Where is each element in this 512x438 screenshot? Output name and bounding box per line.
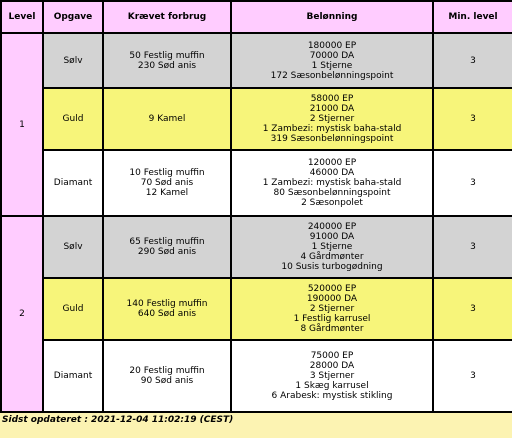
required-cell xyxy=(103,278,231,340)
reward-cell xyxy=(231,340,433,412)
required-cell-line: 290 Sød anis xyxy=(137,247,197,257)
task-cell: Diamant xyxy=(43,340,103,412)
reward-cell xyxy=(231,150,433,216)
reward-cell-line: 4 Gårdmønter xyxy=(300,252,364,262)
reward-cell-line: 1 Zambezi: mystisk baha-stald xyxy=(262,124,402,134)
reward-cell-line: 2 Sæsonpolet xyxy=(301,198,363,208)
reward-cell-line: 46000 DA xyxy=(309,168,355,178)
min-level-cell: 3 xyxy=(433,278,512,340)
table-body xyxy=(1,33,512,412)
required-cell xyxy=(103,33,231,88)
reward-cell-line: 520000 EP xyxy=(307,284,357,294)
task-cell: Guld xyxy=(43,88,103,150)
required-cell xyxy=(103,150,231,216)
header-row xyxy=(1,1,512,33)
reward-cell-line: 70000 DA xyxy=(309,50,355,61)
table-row xyxy=(1,340,512,412)
reward-cell-line: 2 Stjerner xyxy=(309,304,355,314)
required-cell xyxy=(103,216,231,278)
reward-cell xyxy=(231,216,433,278)
required-cell xyxy=(103,340,231,412)
header-required: Krævet forbrug xyxy=(103,1,231,33)
reward-cell-line: 1 Zambezi: mystisk baha-stald xyxy=(262,178,402,188)
required-cell-line: 640 Sød anis xyxy=(137,309,197,319)
reward-cell-line: 1 Festlig karrusel xyxy=(293,314,371,324)
reward-cell-line: 1 Stjerne xyxy=(311,60,353,71)
reward-cell-line: 1 Skæg karrusel xyxy=(295,381,369,391)
required-cell xyxy=(103,88,231,150)
min-level-cell: 3 xyxy=(433,216,512,278)
reward-cell-line: 172 Sæsonbelønningspoint xyxy=(270,70,394,81)
table-row xyxy=(1,150,512,216)
reward-cell xyxy=(231,88,433,150)
required-cell-line: 9 Kamel xyxy=(148,114,186,124)
header-min-level: Min. level xyxy=(433,1,512,33)
reward-cell-line: 190000 DA xyxy=(306,294,358,304)
reward-cell-line: 28000 DA xyxy=(309,361,355,371)
reward-cell-line: 8 Gårdmønter xyxy=(300,324,364,334)
task-cell: Guld xyxy=(43,278,103,340)
required-cell-line: 140 Festlig muffin xyxy=(126,299,208,309)
table-row xyxy=(1,88,512,150)
reward-cell-line: 75000 EP xyxy=(310,351,354,361)
reward-cell-line: 3 Stjerner xyxy=(309,371,355,381)
table-row xyxy=(1,33,512,88)
reward-cell xyxy=(231,278,433,340)
min-level-cell: 3 xyxy=(433,340,512,412)
required-cell-line: 20 Festlig muffin xyxy=(129,366,205,376)
table-row xyxy=(1,216,512,278)
reward-cell-line: 319 Sæsonbelønningspoint xyxy=(270,134,394,144)
task-cell: Diamant xyxy=(43,150,103,216)
header-reward: Belønning xyxy=(231,1,433,33)
required-cell-line: 230 Sød anis xyxy=(137,60,197,71)
min-level-cell: 3 xyxy=(433,150,512,216)
reward-cell-line: 6 Arabesk: mystisk stikling xyxy=(271,391,393,401)
required-cell-line: 12 Kamel xyxy=(145,188,189,198)
last-updated-text: Sidst opdateret : 2021-12-04 11:02:19 (CEST) xyxy=(2,415,234,425)
level-cell: 1 xyxy=(1,33,43,216)
reward-cell-line: 1 Stjerne xyxy=(311,242,353,252)
level-cell: 2 xyxy=(1,216,43,412)
reward-cell-line: 10 Susis turbogødning xyxy=(281,262,383,272)
reward-cell-line: 91000 DA xyxy=(309,232,355,242)
required-cell-line: 10 Festlig muffin xyxy=(129,168,205,178)
reward-cell xyxy=(231,33,433,88)
reward-cell-line: 240000 EP xyxy=(307,222,357,232)
task-cell: Sølv xyxy=(43,216,103,278)
required-cell-line: 70 Sød anis xyxy=(140,178,194,188)
reward-cell-line: 58000 EP xyxy=(310,94,354,104)
reward-cell-line: 180000 EP xyxy=(307,40,357,51)
min-level-cell: 3 xyxy=(433,88,512,150)
required-cell-line: 65 Festlig muffin xyxy=(129,237,205,247)
reward-cell-line: 80 Sæsonbelønningspoint xyxy=(273,188,391,198)
reward-cell-line: 120000 EP xyxy=(307,158,357,168)
required-cell-line: 50 Festlig muffin xyxy=(129,50,205,61)
reward-cell-line: 21000 DA xyxy=(309,104,355,114)
required-cell-line: 90 Sød anis xyxy=(140,376,194,386)
header-task: Opgave xyxy=(43,1,103,33)
table-row xyxy=(1,278,512,340)
task-cell: Sølv xyxy=(43,33,103,88)
header-level: Level xyxy=(1,1,43,33)
min-level-cell: 3 xyxy=(433,33,512,88)
reward-cell-line: 2 Stjerner xyxy=(309,114,355,124)
